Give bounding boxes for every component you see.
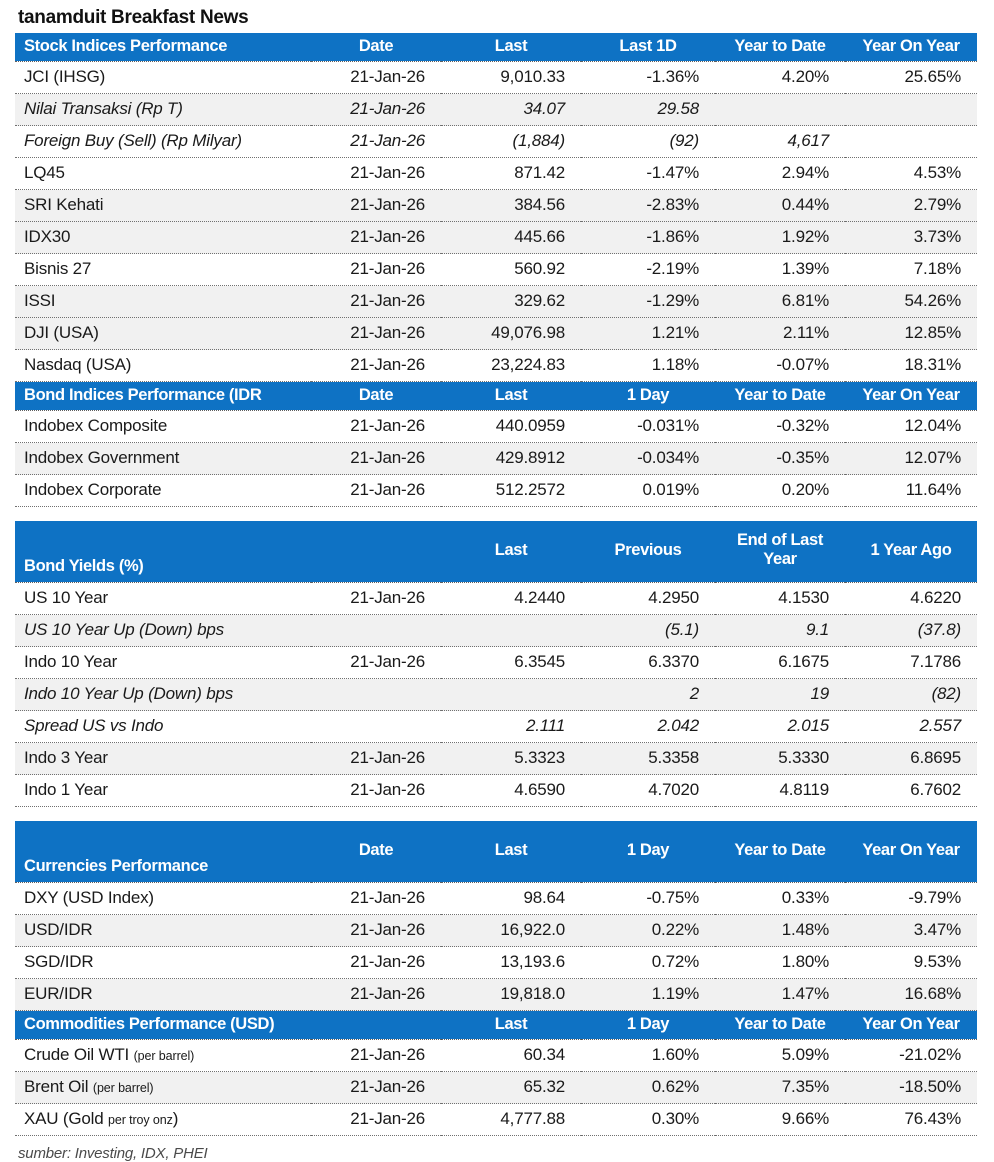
cell-date: 21-Jan-26: [311, 286, 441, 318]
cell-last: 19,818.0: [441, 979, 581, 1011]
table-row: [15, 1104, 977, 1136]
cell-date: 21-Jan-26: [311, 915, 441, 947]
row-label-tail: ): [172, 1109, 179, 1128]
cell-yoy: 3.73%: [845, 222, 977, 254]
table-row: [15, 158, 977, 190]
cell-date: 21-Jan-26: [311, 1040, 441, 1072]
col-header-bond-ytd: Year to Date: [715, 382, 845, 411]
cell-date: 21-Jan-26: [311, 62, 441, 94]
cell-date: 21-Jan-26: [311, 190, 441, 222]
cell-previous: 5.3358: [581, 743, 715, 775]
cell-date: 21-Jan-26: [311, 1072, 441, 1104]
cell-ytd: [715, 94, 845, 126]
cell-previous: 4.2950: [581, 583, 715, 615]
cell-1d: 0.30%: [581, 1104, 715, 1136]
col-header-currency-last: Last: [441, 821, 581, 883]
section-bond-indices: [15, 382, 977, 521]
col-header-bond-name: Bond Indices Performance (IDR: [15, 382, 311, 411]
row-label: Indo 1 Year: [15, 775, 311, 807]
cell-ytd: 2.11%: [715, 318, 845, 350]
row-label-main: XAU (Gold: [24, 1109, 104, 1128]
cell-1-year-ago: 6.7602: [845, 775, 977, 807]
col-header-stock-yoy: Year On Year: [845, 33, 977, 62]
cell-yoy: 11.64%: [845, 475, 977, 507]
col-header-commodity-name: Commodities Performance (USD): [15, 1011, 311, 1040]
cell-yoy: 3.47%: [845, 915, 977, 947]
cell-last: [441, 679, 581, 711]
cell-yoy: 4.53%: [845, 158, 977, 190]
row-label: Indo 10 Year: [15, 647, 311, 679]
row-label: Indo 10 Year Up (Down) bps: [15, 679, 311, 711]
col-header-yield-1-year-ago: 1 Year Ago: [845, 521, 977, 583]
col-header-bond-yoy: Year On Year: [845, 382, 977, 411]
col-header-stock-last: Last: [441, 33, 581, 62]
cell-ytd: 1.39%: [715, 254, 845, 286]
table-row: [15, 126, 977, 158]
cell-1d: 0.72%: [581, 947, 715, 979]
row-label: JCI (IHSG): [15, 62, 311, 94]
cell-yoy: 12.04%: [845, 411, 977, 443]
section-header-currencies: [15, 821, 977, 883]
cell-yoy: -9.79%: [845, 883, 977, 915]
cell-previous: 4.7020: [581, 775, 715, 807]
row-label: DJI (USA): [15, 318, 311, 350]
cell-yoy: 18.31%: [845, 350, 977, 382]
cell-1d: -1.47%: [581, 158, 715, 190]
table-row: [15, 190, 977, 222]
table-row: [15, 647, 977, 679]
cell-1d: 29.58: [581, 94, 715, 126]
cell-1d: 1.60%: [581, 1040, 715, 1072]
col-header-currency-ytd: Year to Date: [715, 821, 845, 883]
table-row: [15, 775, 977, 807]
cell-previous: 2: [581, 679, 715, 711]
cell-ytd: 9.66%: [715, 1104, 845, 1136]
section-bond-yields: [15, 521, 977, 821]
cell-date: 21-Jan-26: [311, 222, 441, 254]
page-title: tanamduit Breakfast News: [18, 7, 249, 28]
cell-last: 560.92: [441, 254, 581, 286]
section-stock-indices: [15, 33, 977, 382]
cell-ytd: 7.35%: [715, 1072, 845, 1104]
cell-end-last-year: 4.1530: [715, 583, 845, 615]
section-header-bond-yields: [15, 521, 977, 583]
cell-1d: 0.22%: [581, 915, 715, 947]
table-row: [15, 350, 977, 382]
cell-ytd: 2.94%: [715, 158, 845, 190]
row-label-main: Crude Oil WTI: [24, 1045, 130, 1064]
row-label: Nasdaq (USA): [15, 350, 311, 382]
cell-date: 21-Jan-26: [311, 883, 441, 915]
row-label: Indobex Composite: [15, 411, 311, 443]
cell-ytd: 0.20%: [715, 475, 845, 507]
source-note: sumber: Investing, IDX, PHEI: [18, 1145, 208, 1162]
cell-last: 49,076.98: [441, 318, 581, 350]
cell-ytd: 6.81%: [715, 286, 845, 318]
table-row: [15, 94, 977, 126]
col-header-commodity-date: [311, 1011, 441, 1040]
cell-last: 329.62: [441, 286, 581, 318]
cell-1d: -0.031%: [581, 411, 715, 443]
cell-date: [311, 711, 441, 743]
cell-last: 9,010.33: [441, 62, 581, 94]
cell-yoy: 9.53%: [845, 947, 977, 979]
cell-last: [441, 615, 581, 647]
row-label-sub: (per barrel): [92, 1081, 154, 1095]
table-row: [15, 475, 977, 507]
table-row: [15, 947, 977, 979]
cell-date: 21-Jan-26: [311, 350, 441, 382]
row-label: US 10 Year Up (Down) bps: [15, 615, 311, 647]
cell-date: [311, 615, 441, 647]
row-label: [15, 1072, 311, 1104]
cell-ytd: 1.92%: [715, 222, 845, 254]
cell-last: 5.3323: [441, 743, 581, 775]
cell-1-year-ago: (37.8): [845, 615, 977, 647]
row-label: IDX30: [15, 222, 311, 254]
cell-end-last-year: 6.1675: [715, 647, 845, 679]
cell-ytd: -0.07%: [715, 350, 845, 382]
cell-date: 21-Jan-26: [311, 583, 441, 615]
cell-ytd: 1.48%: [715, 915, 845, 947]
cell-date: 21-Jan-26: [311, 743, 441, 775]
cell-date: 21-Jan-26: [311, 158, 441, 190]
cell-1d: -2.19%: [581, 254, 715, 286]
row-label: US 10 Year: [15, 583, 311, 615]
cell-ytd: 0.33%: [715, 883, 845, 915]
cell-last: 98.64: [441, 883, 581, 915]
cell-date: 21-Jan-26: [311, 318, 441, 350]
cell-yoy: 12.07%: [845, 443, 977, 475]
cell-date: 21-Jan-26: [311, 475, 441, 507]
cell-last: 16,922.0: [441, 915, 581, 947]
row-label: Spread US vs Indo: [15, 711, 311, 743]
col-header-currency-name: Currencies Performance: [15, 821, 311, 883]
table-row: [15, 1040, 977, 1072]
cell-end-last-year: 9.1: [715, 615, 845, 647]
col-header-commodity-1d: 1 Day: [581, 1011, 715, 1040]
table-row: [15, 318, 977, 350]
section-header-stock-indices: [15, 33, 977, 62]
cell-last: (1,884): [441, 126, 581, 158]
cell-last: 4,777.88: [441, 1104, 581, 1136]
cell-ytd: 5.09%: [715, 1040, 845, 1072]
cell-yoy: 7.18%: [845, 254, 977, 286]
col-header-commodity-last: Last: [441, 1011, 581, 1040]
col-header-currency-date: Date: [311, 821, 441, 883]
table-row: [15, 1072, 977, 1104]
col-header-bond-last: Last: [441, 382, 581, 411]
cell-date: 21-Jan-26: [311, 647, 441, 679]
cell-1-year-ago: 2.557: [845, 711, 977, 743]
col-header-stock-ytd: Year to Date: [715, 33, 845, 62]
row-label: SRI Kehati: [15, 190, 311, 222]
cell-yoy: -21.02%: [845, 1040, 977, 1072]
cell-last: 2.111: [441, 711, 581, 743]
cell-yoy: 25.65%: [845, 62, 977, 94]
cell-1d: (92): [581, 126, 715, 158]
cell-end-last-year: 5.3330: [715, 743, 845, 775]
row-label-main: Brent Oil: [24, 1077, 89, 1096]
cell-1d: 1.18%: [581, 350, 715, 382]
col-header-yield-end-last-year: End of Last Year: [715, 521, 845, 583]
section-spacer: [15, 807, 977, 821]
row-label-sub: per troy onz: [107, 1113, 173, 1127]
cell-date: 21-Jan-26: [311, 979, 441, 1011]
table-row: [15, 583, 977, 615]
row-label: SGD/IDR: [15, 947, 311, 979]
cell-1d: 1.21%: [581, 318, 715, 350]
cell-last: 440.0959: [441, 411, 581, 443]
cell-yoy: [845, 126, 977, 158]
table-row: [15, 286, 977, 318]
table-row: [15, 254, 977, 286]
table-row: [15, 615, 977, 647]
row-label: [15, 1104, 311, 1136]
cell-yoy: 76.43%: [845, 1104, 977, 1136]
col-header-commodity-yoy: Year On Year: [845, 1011, 977, 1040]
col-header-stock-1d: Last 1D: [581, 33, 715, 62]
col-header-currency-yoy: Year On Year: [845, 821, 977, 883]
col-header-yield-previous: Previous: [581, 521, 715, 583]
table-row: [15, 62, 977, 94]
cell-previous: (5.1): [581, 615, 715, 647]
cell-yoy: [845, 94, 977, 126]
cell-ytd: 0.44%: [715, 190, 845, 222]
cell-1d: -0.75%: [581, 883, 715, 915]
cell-1d: -1.36%: [581, 62, 715, 94]
table-row: [15, 883, 977, 915]
row-label: Nilai Transaksi (Rp T): [15, 94, 311, 126]
cell-last: 871.42: [441, 158, 581, 190]
col-header-currency-1d: 1 Day: [581, 821, 715, 883]
table-row: [15, 979, 977, 1011]
cell-last: 23,224.83: [441, 350, 581, 382]
cell-ytd: 4.20%: [715, 62, 845, 94]
table-row: [15, 743, 977, 775]
cell-ytd: 1.80%: [715, 947, 845, 979]
cell-1d: 0.62%: [581, 1072, 715, 1104]
cell-last: 34.07: [441, 94, 581, 126]
row-label-sub: (per barrel): [133, 1049, 195, 1063]
cell-date: 21-Jan-26: [311, 411, 441, 443]
cell-last: 60.34: [441, 1040, 581, 1072]
cell-1d: -1.29%: [581, 286, 715, 318]
row-label: Indobex Corporate: [15, 475, 311, 507]
table-row: [15, 222, 977, 254]
cell-yoy: 16.68%: [845, 979, 977, 1011]
cell-last: 4.2440: [441, 583, 581, 615]
col-header-stock-name: Stock Indices Performance: [15, 33, 311, 62]
row-label: LQ45: [15, 158, 311, 190]
row-label: Foreign Buy (Sell) (Rp Milyar): [15, 126, 311, 158]
cell-date: 21-Jan-26: [311, 947, 441, 979]
cell-ytd: 1.47%: [715, 979, 845, 1011]
cell-yoy: 12.85%: [845, 318, 977, 350]
col-header-yield-date: [311, 521, 441, 583]
cell-date: 21-Jan-26: [311, 254, 441, 286]
cell-date: 21-Jan-26: [311, 775, 441, 807]
row-label: Indobex Government: [15, 443, 311, 475]
cell-ytd: -0.35%: [715, 443, 845, 475]
col-header-bond-1d: 1 Day: [581, 382, 715, 411]
col-header-yield-name: Bond Yields (%): [15, 521, 311, 583]
row-label: EUR/IDR: [15, 979, 311, 1011]
cell-1d: -0.034%: [581, 443, 715, 475]
cell-yoy: 54.26%: [845, 286, 977, 318]
table-row: [15, 915, 977, 947]
cell-ytd: 4,617: [715, 126, 845, 158]
section-header-commodities: [15, 1011, 977, 1040]
cell-previous: 6.3370: [581, 647, 715, 679]
cell-yoy: 2.79%: [845, 190, 977, 222]
cell-1-year-ago: 4.6220: [845, 583, 977, 615]
cell-end-last-year: 4.8119: [715, 775, 845, 807]
cell-yoy: -18.50%: [845, 1072, 977, 1104]
cell-last: 4.6590: [441, 775, 581, 807]
cell-last: 384.56: [441, 190, 581, 222]
cell-1d: 0.019%: [581, 475, 715, 507]
table-row: [15, 679, 977, 711]
table-row: [15, 411, 977, 443]
row-label: ISSI: [15, 286, 311, 318]
col-header-yield-last: Last: [441, 521, 581, 583]
cell-1-year-ago: 7.1786: [845, 647, 977, 679]
col-header-stock-date: Date: [311, 33, 441, 62]
table-row: [15, 711, 977, 743]
row-label: Indo 3 Year: [15, 743, 311, 775]
row-label: Bisnis 27: [15, 254, 311, 286]
cell-1d: -1.86%: [581, 222, 715, 254]
section-commodities: [15, 1011, 977, 1136]
financial-summary-table: [15, 33, 977, 1136]
cell-last: 65.32: [441, 1072, 581, 1104]
cell-1d: 1.19%: [581, 979, 715, 1011]
cell-last: 13,193.6: [441, 947, 581, 979]
cell-date: 21-Jan-26: [311, 1104, 441, 1136]
cell-1-year-ago: 6.8695: [845, 743, 977, 775]
row-label: DXY (USD Index): [15, 883, 311, 915]
col-header-commodity-ytd: Year to Date: [715, 1011, 845, 1040]
cell-previous: 2.042: [581, 711, 715, 743]
cell-date: [311, 679, 441, 711]
cell-last: 445.66: [441, 222, 581, 254]
cell-date: 21-Jan-26: [311, 126, 441, 158]
cell-last: 6.3545: [441, 647, 581, 679]
cell-end-last-year: 2.015: [715, 711, 845, 743]
section-currencies: [15, 821, 977, 1011]
row-label: [15, 1040, 311, 1072]
cell-1d: -2.83%: [581, 190, 715, 222]
table-row: [15, 443, 977, 475]
cell-date: 21-Jan-26: [311, 94, 441, 126]
row-label: USD/IDR: [15, 915, 311, 947]
cell-end-last-year: 19: [715, 679, 845, 711]
cell-date: 21-Jan-26: [311, 443, 441, 475]
cell-1-year-ago: (82): [845, 679, 977, 711]
cell-last: 429.8912: [441, 443, 581, 475]
col-header-bond-date: Date: [311, 382, 441, 411]
section-spacer: [15, 507, 977, 521]
cell-last: 512.2572: [441, 475, 581, 507]
cell-ytd: -0.32%: [715, 411, 845, 443]
section-header-bond-indices: [15, 382, 977, 411]
